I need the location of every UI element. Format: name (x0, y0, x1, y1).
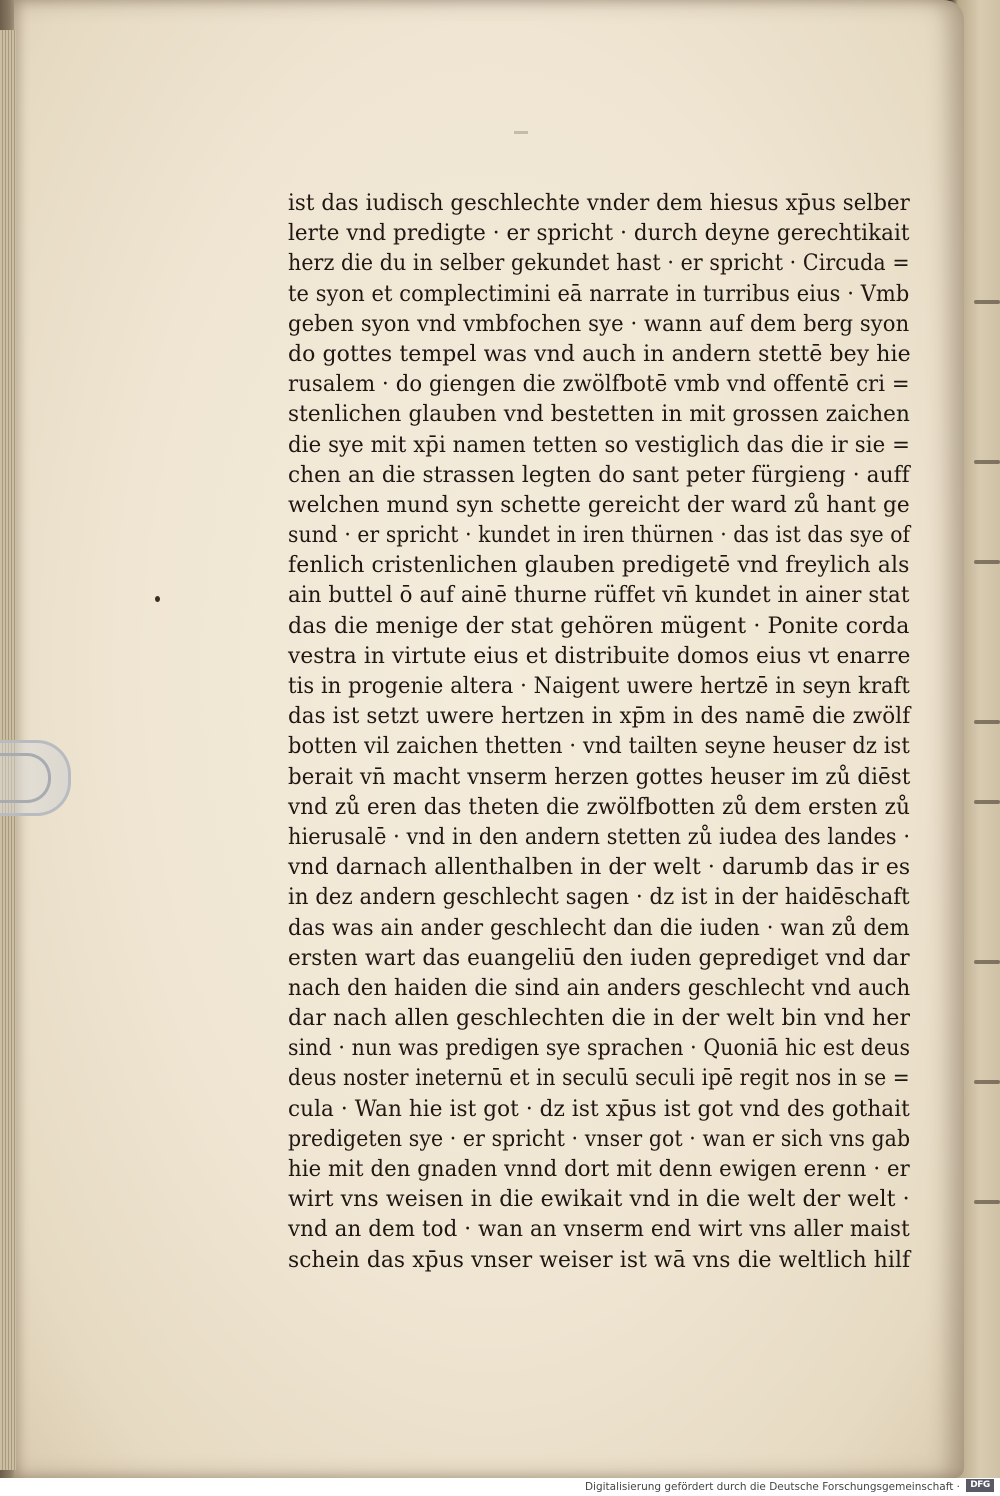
text-line: cula · Wan hie ist got · dz ist xp̄us ist got vnd des gothait (288, 1095, 910, 1122)
text-line: das was ain ander geschlecht dan die iuden · wan zů dem (288, 914, 910, 941)
text-line: hierusalē · vnd in den andern stetten zů iudea des landes · (288, 823, 911, 850)
dfg-logo: DFG (966, 1479, 994, 1492)
facing-page-text-fragment (974, 800, 1000, 804)
text-line: ersten wart das euangeliū den iuden geprediget vnd dar (288, 944, 910, 971)
text-line: die sye mit xp̄i namen tetten so vestiglich das die ir sie = (288, 431, 911, 458)
text-line: sind · nun was predigen sye sprachen · Quoniā hic est deus (288, 1035, 911, 1062)
footer-credit: Digitalisierung gefördert durch die Deutsche Forschungsgemeinschaft · (584, 1481, 960, 1493)
text-line: tis in progenie altera · Naigent uwere hertzē in seyn kraft (288, 673, 910, 699)
text-line: lerte vnd predigte · er spricht · durch deyne gerechtikait (288, 220, 910, 247)
text-line: vnd darnach allenthalben in der welt · darumb das ir es (288, 854, 911, 881)
text-line: in dez andern geschlecht sagen · dz ist in der haidēschaft (288, 884, 910, 911)
text-line: ain buttel ō auf ainē thurne rüffet vn̄ kundet in ainer stat (288, 582, 910, 609)
facing-page-text-fragment (974, 1080, 1000, 1084)
ink-dot (155, 596, 160, 602)
text-line: stenlichen glauben vnd bestetten in mit grossen zaichen (288, 401, 910, 428)
facing-page-text-fragment (974, 720, 1000, 724)
text-line: sund · er spricht · kundet in iren thürnen · das ist das sye of (288, 522, 911, 549)
facing-page-text-fragment (974, 1200, 1000, 1204)
page-text-block (288, 188, 913, 1275)
text-line: berait vn̄ macht vnserm herzen gottes heuser im zů diēst (288, 763, 911, 790)
text-line: das die menige der stat gehören mügent · Ponite corda (288, 612, 910, 639)
text-line: dar nach allen geschlechten die in der welt bin vnd her (288, 1005, 911, 1032)
facing-page-text-fragment (974, 460, 1000, 464)
text-line: schein das xp̄us vnser weiser ist wā vns die weltlich hilf (288, 1246, 911, 1273)
text-line: hie mit den gnaden vnnd dort mit denn ewigen erenn · er (288, 1156, 910, 1182)
text-line: do gottes tempel was vnd auch in andern stettē bey hie (288, 340, 911, 367)
text-line: botten vil zaichen thetten · vnd tailten seyne heuser dz ist (288, 733, 910, 760)
text-line: deus noster ineternū et in seculū seculi ipē regit nos in se = (288, 1065, 910, 1092)
text-line: vnd zů eren das theten die zwölfbotten zů dem ersten zů (288, 793, 910, 820)
text-line: das ist setzt uwere hertzen in xp̄m in des namē die zwölf (288, 703, 911, 730)
facing-page-text-fragment (974, 300, 1000, 304)
text-line: geben syon vnd vmbfochen sye · wann auf dem berg syon (288, 310, 910, 337)
text-line: herz die du in selber gekundet hast · er spricht · Circuda = (288, 250, 910, 277)
facing-page-text-fragment (974, 960, 1000, 964)
text-line: rusalem · do giengen die zwölfbotē vmb vnd offentē cri = (288, 371, 910, 398)
paper-clip (0, 740, 71, 816)
text-line: ist das iudisch geschlechte vnder dem hiesus xp̄us selber (288, 190, 910, 216)
text-line: nach den haiden die sind ain anders geschlecht vnd auch (288, 974, 911, 1001)
text-line: vnd an dem tod · wan an vnserm end wirt vns aller maist (288, 1216, 910, 1243)
facing-page-text-fragment (974, 560, 1000, 564)
text-line: fenlich cristenlichen glauben predigetē vnd freylich als (288, 552, 910, 579)
page-smudge (514, 131, 528, 134)
text-line: chen an die strassen legten do sant peter fürgieng · auff (288, 461, 910, 488)
text-line: predigeten sye · er spricht · vnser got · wan er sich vns gab (288, 1125, 911, 1152)
text-line: te syon et complectimini eā narrate in turribus eius · Vmb (288, 280, 910, 307)
text-line: vestra in virtute eius et distribuite domos eius vt enarre (288, 642, 911, 669)
text-line: wirt vns weisen in die ewikait vnd in die welt der welt · (288, 1186, 910, 1213)
text-line: welchen mund syn schette gereicht der ward zů hant ge (288, 491, 910, 518)
